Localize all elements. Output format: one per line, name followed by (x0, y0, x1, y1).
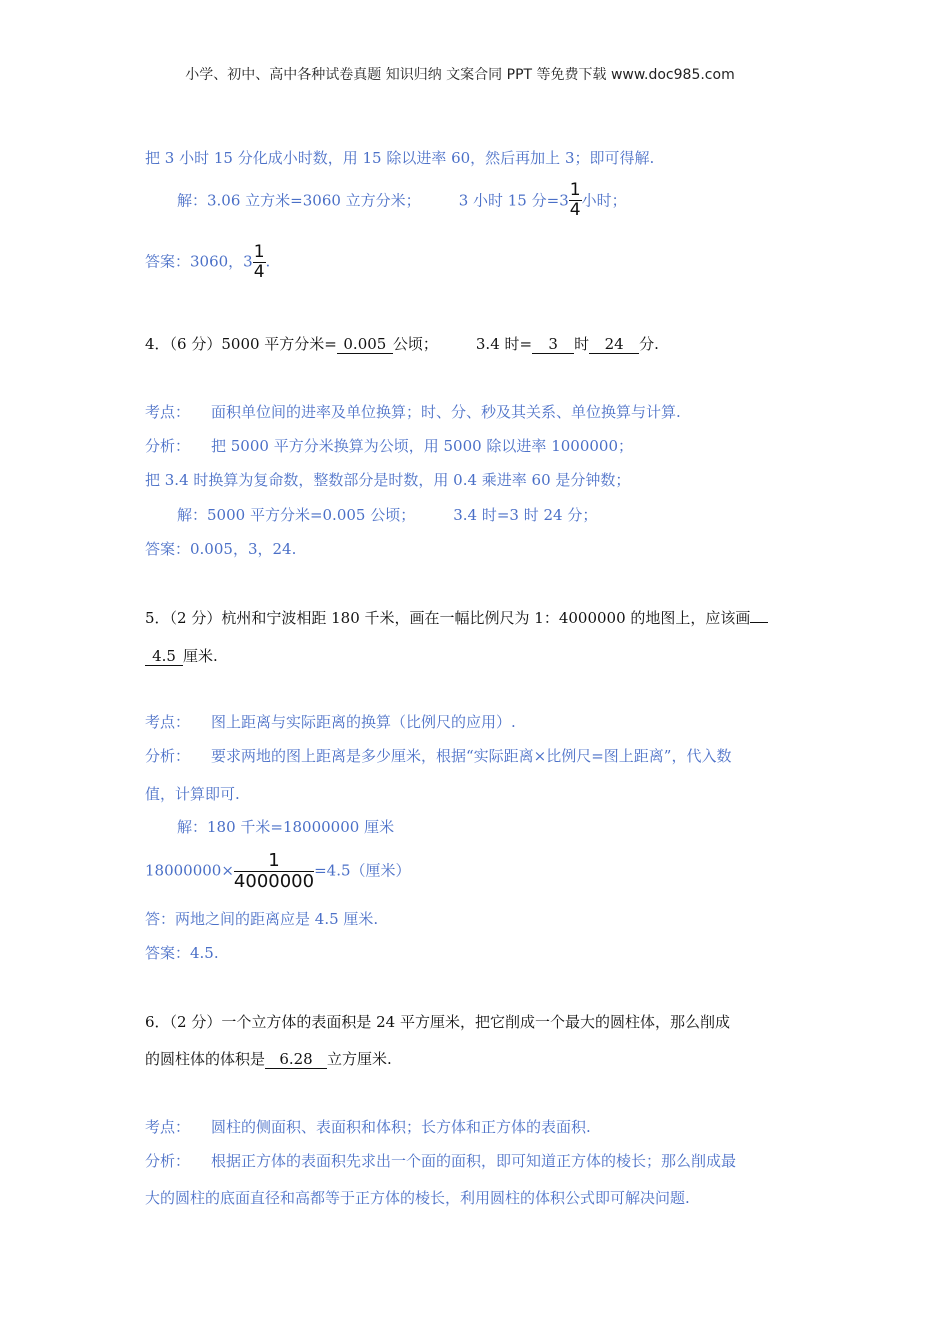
q3-answer-fraction (253, 244, 266, 281)
q4-fenxi (145, 436, 633, 456)
q3-answer-frac-den: 4 (253, 262, 265, 282)
q5-kaodian-text: 图上距离与实际距离的换算（比例尺的应用）. (211, 713, 516, 731)
q5-solution: 解：180 千米=18000000 厘米 (177, 818, 395, 836)
q4-fenxi-label: 分析： (145, 437, 191, 455)
q5-stem-1 (145, 608, 768, 628)
q6-kaodian-label: 考点： (145, 1118, 191, 1136)
q6-stem2-post: 立方厘米. (327, 1050, 392, 1068)
q3-answer (145, 244, 270, 281)
q5-stem-2 (145, 646, 218, 666)
q4-kaodian (145, 402, 681, 422)
q6-fenxi-text: 根据正方体的表面积先求出一个面的面积，即可知道正方体的棱长；那么削成最 (211, 1152, 737, 1170)
q5-calc-den: 4000000 (233, 871, 315, 892)
q4-kaodian-label: 考点： (145, 403, 191, 421)
q3-solve-a: 解：3.06 立方米=3060 立方分米； (177, 191, 421, 210)
q3-solve-b-pre: 3 小时 15 分=3 (458, 191, 569, 210)
q4-solve-a: 解：5000 平方分米=0.005 公顷； (177, 506, 416, 524)
q4-fenxi-2: 把 3.4 时换算为复命数，整数部分是时数，用 0.4 乘进率 60 是分钟数； (145, 471, 631, 489)
q5-kaodian (145, 712, 516, 732)
q4-blank-1: 0.005 (337, 335, 393, 354)
q4-stem-d: 时 (574, 335, 590, 353)
q6-stem-2 (145, 1049, 392, 1069)
q5-answer: 答案：4.5. (145, 944, 219, 962)
q5-fenxi-2: 值，计算即可. (145, 785, 240, 803)
q3-solution (177, 180, 627, 220)
q6-blank: 6.28 (265, 1050, 327, 1069)
q5-blank: 4.5 (145, 647, 183, 666)
q3-hint: 把 3 小时 15 分化成小时数，用 15 除以进率 60，然后再加上 3；即可得解. (145, 149, 655, 167)
q4-stem-c: 3.4 时= (475, 335, 533, 353)
q3-frac-den: 4 (569, 200, 581, 220)
q3-answer-frac-num: 1 (253, 242, 265, 262)
q4-fenxi-text: 把 5000 平方分米换算为公顷，用 5000 除以进率 1000000； (211, 437, 633, 455)
q4-solve-b: 3.4 时=3 时 24 分； (453, 506, 598, 524)
q3-answer-pre: 答案：3060，3 (145, 252, 253, 271)
q3-answer-post: . (265, 252, 271, 271)
q4-kaodian-text: 面积单位间的进率及单位换算；时、分、秒及其关系、单位换算与计算. (211, 403, 681, 421)
q6-fenxi-2: 大的圆柱的底面直径和高都等于正方体的棱长，利用圆柱的体积公式即可解决问题. (145, 1189, 690, 1207)
q5-calc-fraction (234, 852, 314, 891)
q4-stem-b: 公顷； (392, 335, 438, 353)
q5-calc-post: =4.5（厘米） (314, 861, 411, 880)
q5-da: 答：两地之间的距离应是 4.5 厘米. (145, 910, 379, 928)
q6-kaodian-text: 圆柱的侧面积、表面积和体积；长方体和正方体的表面积. (211, 1118, 591, 1136)
q6-fenxi-label: 分析： (145, 1152, 191, 1170)
q5-fenxi (145, 746, 731, 766)
q6-stem2-pre: 的圆柱体的体积是 (145, 1050, 266, 1068)
q5-blank-start (750, 622, 768, 623)
q4-blank-2: 3 (532, 335, 574, 354)
q4-answer: 答案：0.005，3，24. (145, 540, 297, 558)
page-header: 小学、初中、高中各种试卷真题 知识归纳 文案合同 PPT 等免费下载 www.doc985.com (185, 67, 735, 83)
q4-stem-e: 分. (639, 335, 659, 353)
q6-kaodian (145, 1117, 591, 1137)
q3-solve-b-post: 小时； (581, 191, 627, 210)
q5-calc-pre: 18000000× (145, 861, 234, 880)
q5-fenxi-text: 要求两地的图上距离是多少厘米，根据“实际距离×比例尺=图上距离”，代入数 (211, 747, 732, 765)
q4-stem-a: 4．（6 分）5000 平方分米= (145, 335, 337, 353)
q6-stem-1: 6．（2 分）一个立方体的表面积是 24 平方厘米，把它削成一个最大的圆柱体，那么削成 (145, 1013, 730, 1031)
q5-calc (145, 852, 411, 891)
q3-frac-num: 1 (569, 180, 581, 200)
q4-blank-3: 24 (589, 335, 639, 354)
q5-kaodian-label: 考点： (145, 713, 191, 731)
q5-stem2-text: 厘米. (183, 647, 218, 665)
q4-stem (145, 334, 659, 354)
q6-fenxi (145, 1151, 736, 1171)
q3-fraction (569, 182, 582, 219)
q4-solution (177, 505, 597, 525)
q5-fenxi-label: 分析： (145, 747, 191, 765)
q5-stem1-text: 5．（2 分）杭州和宁波相距 180 千米，画在一幅比例尺为 1：4000000 的地图上，应该画 (145, 609, 751, 627)
q5-calc-num: 1 (268, 850, 280, 871)
